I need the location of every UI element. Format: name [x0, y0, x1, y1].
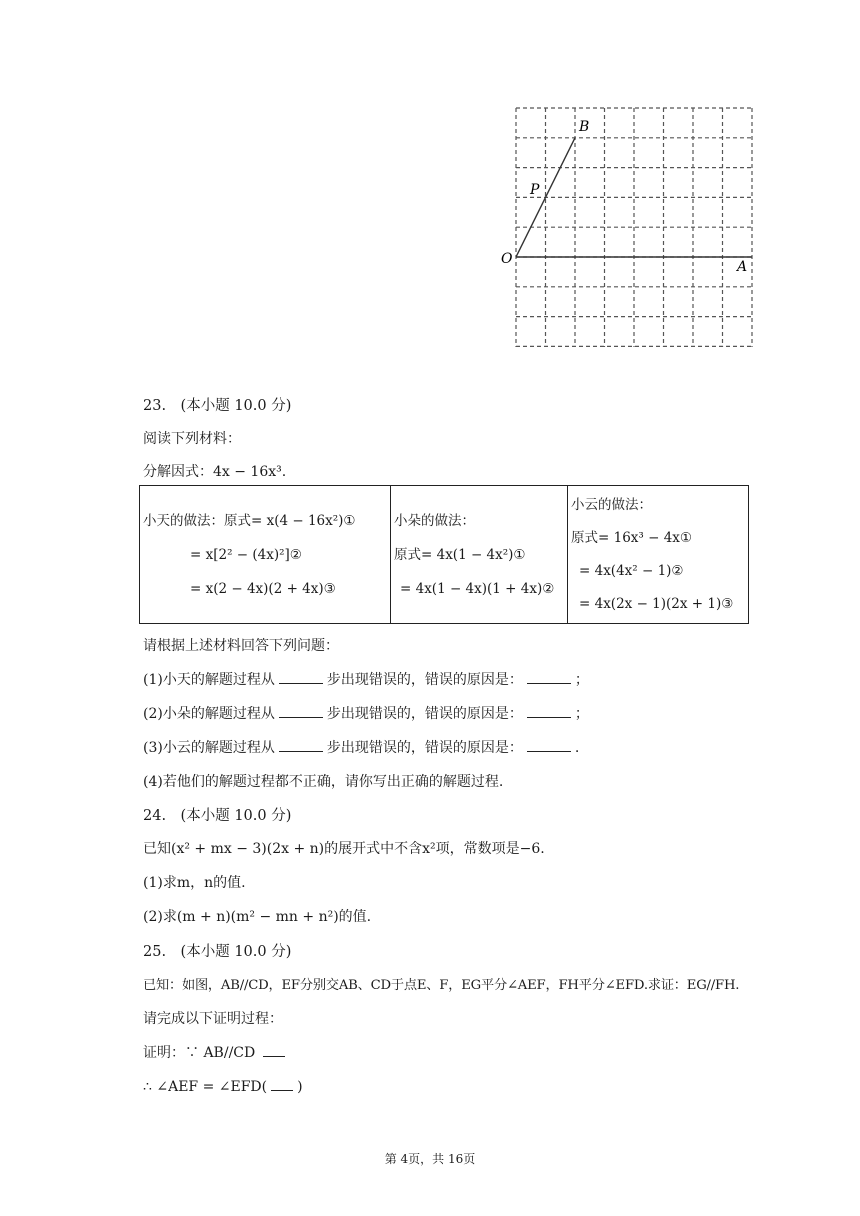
sub3-end: . [574, 740, 580, 756]
q25-header: 25. (本小题 10.0 分) [143, 944, 292, 960]
tian-line1: 小天的做法：原式= x(4 − 16x²)① [143, 512, 356, 529]
sub2-blank-reason[interactable] [527, 703, 571, 718]
yun-line1: 小云的做法： [571, 496, 652, 513]
duo-line1: 小朵的做法： [394, 512, 475, 529]
label-P: P [530, 182, 540, 198]
sub3-blank-reason[interactable] [527, 737, 571, 752]
proof2-text-a: ∴ ∠AEF = ∠EFD( [143, 1079, 268, 1095]
q23-sub3 [143, 737, 579, 757]
sub1-blank-reason[interactable] [527, 669, 571, 684]
sub2-end: ； [574, 706, 589, 722]
q25-proof2 [143, 1076, 303, 1095]
q24-header: 24. (本小题 10.0 分) [143, 808, 292, 824]
sub2-blank-step[interactable] [279, 703, 323, 718]
sub1-text-b: 步出现错误的，错误的原因是： [326, 672, 523, 688]
sub1-text-a: (1)小天的解题过程从 [143, 672, 275, 688]
proof2-text-b: ) [297, 1079, 303, 1095]
q23-sub4: (4)若他们的解题过程都不正确，请你写出正确的解题过程. [143, 774, 504, 790]
q23-header: 23. (本小题 10.0 分) [143, 398, 292, 414]
yun-line3: = 4x(4x² − 1)② [579, 562, 684, 579]
yun-line2: 原式= 16x³ − 4x① [571, 529, 693, 546]
yun-line4: = 4x(2x − 1)(2x + 1)③ [579, 595, 734, 612]
q25-proof1 [143, 1042, 289, 1062]
tian-line3: = x(2 − 4x)(2 + 4x)③ [190, 580, 336, 597]
q25-stem: 已知：如图，AB//CD，EF分别交AB、CD于点E、F，EG平分∠AEF，FH平分∠EFD.求证：EG//FH. [143, 978, 740, 993]
q23-intro: 阅读下列材料： [143, 431, 241, 447]
method-duo-cell [391, 486, 568, 624]
q24-sub2: (2)求(m + n)(m² − mn + n²)的值. [143, 909, 372, 925]
methods-table [139, 485, 749, 624]
sub1-end: ； [574, 672, 589, 688]
label-O: O [501, 251, 513, 267]
method-tian-cell [140, 486, 391, 624]
grid-figure [500, 100, 765, 355]
page-footer: 第 4页，共 16页 [384, 1152, 476, 1166]
q24-stem: 已知(x² + mx − 3)(2x + n)的展开式中不含x²项，常数项是−6. [143, 841, 545, 857]
sub1-blank-step[interactable] [279, 669, 323, 684]
q23-task: 分解因式：4x − 16x³. [143, 464, 287, 480]
sub3-blank-step[interactable] [279, 737, 323, 752]
sub2-text-a: (2)小朵的解题过程从 [143, 706, 275, 722]
proof2-blank[interactable] [271, 1076, 293, 1091]
duo-line2: 原式= 4x(1 − 4x²)① [394, 546, 526, 563]
proof1-blank[interactable] [263, 1042, 285, 1057]
duo-line3: = 4x(1 − 4x)(1 + 4x)② [400, 580, 555, 597]
q23-prompt: 请根据上述材料回答下列问题： [143, 638, 339, 654]
sub2-text-b: 步出现错误的，错误的原因是： [326, 706, 523, 722]
sub3-text-b: 步出现错误的，错误的原因是： [326, 740, 523, 756]
tian-line2: = x[2² − (4x)²]② [190, 546, 302, 563]
proof1-text: 证明：∵ AB//CD [143, 1045, 256, 1061]
grid-lines [516, 108, 752, 347]
sub3-text-a: (3)小云的解题过程从 [143, 740, 275, 756]
q24-sub1: (1)求m，n的值. [143, 875, 246, 891]
q23-sub2 [143, 703, 589, 723]
label-B: B [579, 119, 590, 135]
q23-sub1 [143, 669, 589, 689]
method-yun-cell [568, 486, 749, 624]
label-A: A [737, 259, 748, 275]
q25-prompt: 请完成以下证明过程： [143, 1011, 283, 1027]
